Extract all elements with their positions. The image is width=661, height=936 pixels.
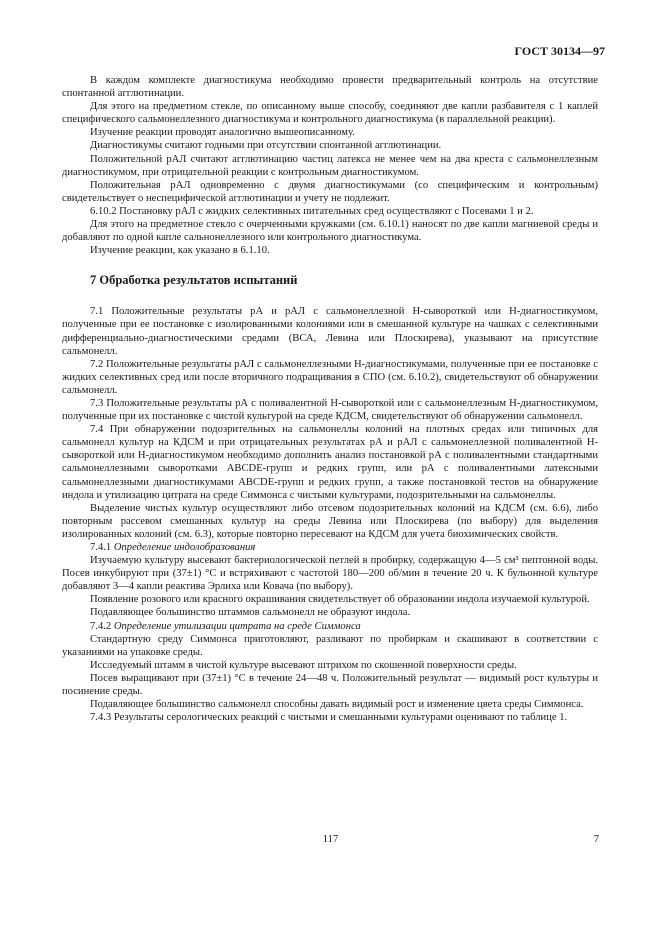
subsection-heading <box>62 620 598 633</box>
paragraph: 6.10.2 Постановку рАЛ с жидких селективных питательных сред осуществляют с Посевами 1 и 2. <box>90 205 534 217</box>
paragraph: Посев выращивают при (37±1) °С в течение 24—48 ч. Положительный результат — видимый рост культуры и посинение среды. <box>62 672 598 698</box>
paragraph: Подавляющее большинство штаммов сальмонелл не образуют индола. <box>90 607 411 619</box>
paragraph: Для этого на предметном стекле, по описанному выше способу, соединяют две капли разбавителя с 1 каплей специфического сальмонеллезного диагностикума и контрольного диагностикума (в параллельной реакции). <box>62 101 598 126</box>
document-body <box>62 74 598 724</box>
subsection-heading <box>62 541 598 554</box>
paragraph: 7.3 Положительные результаты рА с поливалентной Н-сывороткой или с сальмонеллезным Н-диагностикумом, полученные при их постановке с чистой культурой на среде КДСМ, свидетельствуют об обнаружении сальмонелл. <box>62 397 598 423</box>
paragraph: Изучение реакции проводят аналогично вышеописанному. <box>90 127 355 139</box>
paragraph: Исследуемый штамм в чистой культуре высевают штрихом по скошенной поверхности среды. <box>90 659 517 671</box>
paragraph: 7.4 При обнаружении подозрительных на сальмонеллы колоний на плотных средах или типичных для сальмонелл культур на КДСМ и при отрицательных результатах рА и рАЛ с сальмонеллезной поливалентной Н-сывороткой или Н-диагностикумом необходимо дополнить анализ постановкой рА с поливалентными стандартными сальмонеллезными сыворотками ABCDE-групп и редких групп, или рА с поливалентными латексными сальмонеллезными диагностикумами ABCDE-групп и редких групп, а также постановкой тестов на обнаружение индола и утилизацию цитрата на среде Симмонса с чистыми культурами, подозрительными на сальмонеллы. <box>62 424 598 501</box>
paragraph: Появление розового или красного окрашивания свидетельствует об образовании индола изучаемой культурой. <box>90 594 590 606</box>
paragraph: Для этого на предметное стекло с очерченными кружками (см. 6.10.1) наносят по две капли магниевой среды и добавляют по одной капле сальнонеллезного или контрольного диагностикума. <box>62 219 598 244</box>
paragraph: В каждом комплекте диагностикума необходимо провести предварительный контроль на отсутствие спонтанной агглютинации. <box>62 75 598 100</box>
paragraph: Выделение чистых культур осуществляют либо отсевом подозрительных колоний на КДСМ (см. 6.6), либо повторным рассевом смешанных культур на среды Левина или Плоскирева (по выбору) для выделения изолированных колоний (см. 6.3), которые повторно пересевают на КДСМ для учета биохимических свойств. <box>62 502 598 540</box>
paragraph: 7.1 Положительные результаты рА и рАЛ с сальмонеллезной Н-сывороткой или Н-диагностикумом, полученные при ее постановке с изолированными колониями или в смешанной культуре на чашках с селективными дифференциально-диагностическими средами (ВСА, Левина или Плоскирева), указывают на присутствие сальмонелл. <box>62 306 598 357</box>
subsection-number: 7.4.2 <box>90 620 112 632</box>
subsection-title: Определение утилизации цитрата на среде Симмонса <box>113 620 361 632</box>
page-number-right: 7 <box>593 834 599 845</box>
paragraph: Диагностикумы считают годными при отсутствии спонтанной агглютинации. <box>90 140 442 152</box>
paragraph: Положительная рАЛ одновременно с двумя диагностикумами (со специфическим и контрольным) свидетельствует о неспецифической агглютинации и учету не подлежит. <box>62 179 598 204</box>
paragraph: 7.4.3 Результаты серологических реакций с чистыми и смешанными культурами оценивают по таблице 1. <box>90 712 568 724</box>
paragraph: Стандартную среду Симмонса приготовляют, разливают по пробиркам и скашивают в соответствии с указаниями на упаковке среды. <box>62 633 598 658</box>
section-heading: 7 Обработка результатов испытаний <box>90 273 298 288</box>
paragraph: Изучение реакции, как указано в 6.1.10. <box>90 245 270 257</box>
subsection-number: 7.4.1 <box>90 542 112 553</box>
subsection-title: Определение индолобразования <box>113 542 256 553</box>
paragraph: Положительной рАЛ считают агглютинацию частиц латекса не менее чем на два креста с сальмонеллезным диагностикумом, при отрицательной реакции с контрольным диагностикумом. <box>62 153 598 178</box>
page-number-center: 117 <box>322 834 339 845</box>
paragraph: 7.2 Положительные результаты рАЛ с сальмонеллезными Н-диагностикумами, полученные при ее постановке с жидких селективных сред или после вторичного подращивания в СПО (см. 6.10.2), свидетельствуют об обнаружении сальмонелл. <box>62 358 598 396</box>
paragraph: Подавляющее большинство сальмонелл способны давать видимый рост и изменение цвета среды Симмонса. <box>90 699 584 711</box>
document-header: ГОСТ 30134—97 <box>514 44 605 58</box>
paragraph: Изучаемую культуру высевают бактериологической петлей в пробирку, содержащую 4—5 см³ пептонной воды. Посев инкубируют при (37±1) °С и встряхивают с частотой 180—200 об/мин в течение 20 ч. К бульонной культуре добавляют 3—4 капли реактива Эрлиха или Ковача (по выбору). <box>62 555 598 593</box>
